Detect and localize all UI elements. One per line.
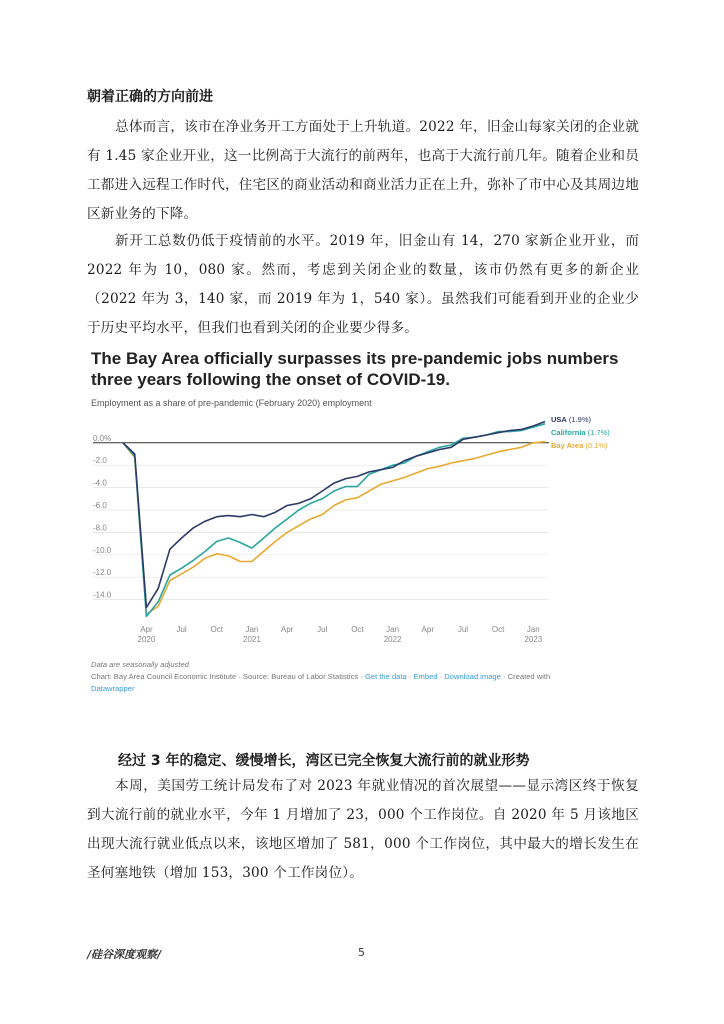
created-with: · Created with bbox=[500, 672, 551, 681]
chart-title: The Bay Area officially surpasses its pre-pandemic jobs numbers three years following the onset of COVID-19. bbox=[91, 349, 619, 389]
x-tick-label: Oct bbox=[491, 625, 505, 634]
paragraph-2: 新开工总数仍低于疫情前的水平。2019 年，旧金山有 14，270 家新企业开业，而 2022 年为 10，080 家。然而，考虑到关闭企业的数量，该市仍然有更多的新企业（2022 年为 3，140 家，而 2019 年为 1，540 家）。虽然我们可能看到开业的企业少于历史平均水平，但我们也看到关闭的企业要少得多。 bbox=[87, 233, 639, 336]
legend-label: USA (1.9%) bbox=[551, 415, 592, 424]
y-tick-label: -14.0 bbox=[93, 590, 112, 600]
download-image-link[interactable]: Download image bbox=[444, 672, 501, 681]
x-tick-year: 2022 bbox=[383, 635, 402, 644]
x-tick-year: 2020 bbox=[137, 635, 156, 644]
chart-legend bbox=[551, 415, 610, 450]
y-tick-label: 0.0% bbox=[93, 433, 112, 443]
section-heading-2: 经过 3 年的稳定、缓慢增长，湾区已完全恢复大流行前的就业形势 bbox=[118, 753, 530, 769]
chart-series-lines bbox=[123, 422, 545, 617]
x-tick-label: Jan bbox=[245, 625, 259, 634]
chart-subtitle: Employment as a share of pre-pandemic (February 2020) employment bbox=[91, 398, 372, 408]
embed-link[interactable]: Embed bbox=[413, 672, 438, 681]
x-tick-year: 2021 bbox=[243, 635, 261, 644]
chart-notes bbox=[91, 659, 631, 695]
get-data-link[interactable]: Get the data bbox=[364, 672, 407, 681]
x-tick-label: Jul bbox=[317, 625, 328, 634]
x-tick-label: Apr bbox=[280, 625, 294, 634]
paragraph-1: 总体而言，该市在净业务开工方面处于上升轨道。2022 年，旧金山每家关闭的企业就有 1.45 家企业开业，这一比例高于大流行的前两年，也高于大流行前几年。随着企业和员工都进入远程工作时代，住宅区的商业活动和商业活力正在上升，弥补了市中心及其周边地区新业务的下降。 bbox=[87, 119, 639, 222]
y-tick-label: -2.0 bbox=[93, 456, 107, 466]
legend-label: Bay Area (0.1%) bbox=[551, 441, 608, 450]
page-number: 5 bbox=[358, 946, 365, 959]
chart-x-ticks bbox=[138, 625, 543, 644]
chart-note-adjusted: Data are seasonally adjusted bbox=[91, 660, 189, 669]
paragraph-3: 本周，美国劳工统计局发布了对 2023 年就业情况的首次展望——显示湾区终于恢复到大流行前的就业水平，今年 1 月增加了 23，000 个工作岗位。自 2020 年 5 月该地区出现大流行就业低点以来，该地区增加了 581，000 个工作岗位，其中最大的增长发生在圣何塞地铁（增加 153，300 个工作岗位）。 bbox=[87, 778, 639, 881]
chart-y-ticks bbox=[93, 434, 112, 600]
y-tick-label: -12.0 bbox=[93, 568, 112, 578]
x-tick-label: Oct bbox=[351, 625, 364, 634]
separator: · bbox=[437, 672, 445, 681]
x-tick-label: Jul bbox=[457, 625, 469, 634]
series-line-usa bbox=[123, 422, 545, 608]
footer-publication: /硅谷深度观察/ bbox=[87, 948, 162, 961]
series-line-california bbox=[123, 424, 545, 617]
x-tick-label: Apr bbox=[140, 625, 153, 634]
legend-label: California (1.7%) bbox=[551, 428, 610, 437]
x-tick-label: Apr bbox=[421, 625, 435, 634]
x-tick-label: Jan bbox=[386, 625, 400, 634]
x-tick-year: 2023 bbox=[524, 635, 543, 644]
section-heading: 朝着正确的方向前进 bbox=[87, 89, 213, 105]
separator: · bbox=[406, 672, 414, 681]
x-tick-label: Jul bbox=[176, 625, 187, 634]
x-tick-label: Oct bbox=[210, 625, 224, 634]
employment-line-chart bbox=[80, 410, 640, 655]
series-line-bay-area bbox=[123, 442, 545, 615]
y-tick-label: -6.0 bbox=[93, 501, 107, 510]
chart-credit: Chart: Bay Area Council Economic Institute · Source: Bureau of Labor Statistics · bbox=[91, 672, 365, 681]
chart-credit-line bbox=[91, 671, 631, 683]
y-tick-label: -10.0 bbox=[93, 545, 112, 555]
datawrapper-link[interactable]: Datawrapper bbox=[91, 684, 135, 693]
y-tick-label: -8.0 bbox=[93, 523, 107, 533]
y-tick-label: -4.0 bbox=[93, 478, 107, 488]
x-tick-label: Jan bbox=[526, 625, 540, 634]
